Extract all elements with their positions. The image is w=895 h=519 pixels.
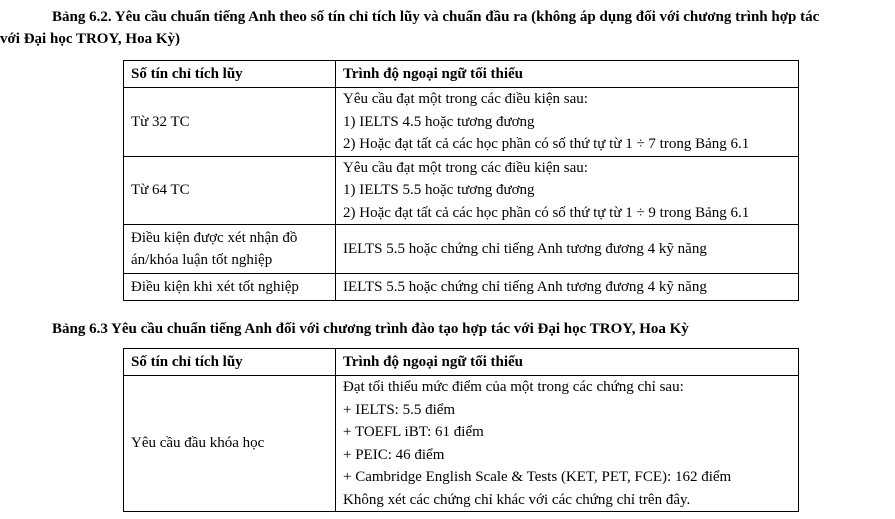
table-header-row bbox=[124, 349, 799, 376]
table-6-2-caption bbox=[0, 6, 895, 50]
requirement-line: 1) IELTS 5.5 hoặc tương đương bbox=[343, 182, 535, 198]
header-language-level: Trình độ ngoại ngữ tối thiểu bbox=[336, 61, 799, 88]
requirement-cell: IELTS 5.5 hoặc chứng chỉ tiếng Anh tương đương 4 kỹ năng bbox=[336, 274, 799, 301]
requirement-line: Không xét các chứng chỉ khác với các chứng chỉ trên đây. bbox=[343, 491, 691, 508]
credits-cell: Từ 32 TC bbox=[124, 88, 336, 157]
requirement-line: Đạt tối thiểu mức điểm của một trong các chứng chỉ sau: bbox=[343, 379, 684, 395]
table-row bbox=[124, 156, 799, 225]
requirement-line: 2) Hoặc đạt tất cả các học phần có số thứ tự từ 1 ÷ 7 trong Bảng 6.1 bbox=[343, 136, 750, 152]
table-row bbox=[124, 376, 799, 512]
requirement-line: + PEIC: 46 điểm bbox=[343, 446, 445, 463]
table-row bbox=[124, 88, 799, 157]
header-credits: Số tín chỉ tích lũy bbox=[124, 61, 336, 88]
table-row bbox=[124, 225, 799, 274]
table-6-2 bbox=[123, 60, 799, 301]
credits-cell: Từ 64 TC bbox=[124, 156, 336, 225]
table-row bbox=[124, 274, 799, 301]
caption-line: Bảng 6.2. Yêu cầu chuẩn tiếng Anh theo số tín chỉ tích lũy và chuẩn đầu ra (không áp dụng đối với chương trình hợp tác bbox=[52, 9, 820, 25]
header-credits: Số tín chỉ tích lũy bbox=[124, 349, 336, 376]
header-language-level: Trình độ ngoại ngữ tối thiểu bbox=[336, 349, 799, 376]
table-6-3 bbox=[123, 348, 799, 512]
requirement-cell bbox=[336, 376, 799, 512]
credits-cell: Yêu cầu đầu khóa học bbox=[124, 376, 336, 512]
requirement-cell bbox=[336, 156, 799, 225]
credits-cell: Điều kiện khi xét tốt nghiệp bbox=[124, 274, 336, 301]
requirement-line: Yêu cầu đạt một trong các điều kiện sau: bbox=[343, 91, 588, 107]
credits-line: án/khóa luận tốt nghiệp bbox=[131, 252, 273, 268]
requirement-line: + TOEFL iBT: 61 điểm bbox=[343, 424, 484, 440]
credits-line: Điều kiện được xét nhận đồ bbox=[131, 229, 298, 246]
requirement-line: + IELTS: 5.5 điểm bbox=[343, 401, 456, 418]
caption-line: với Đại học TROY, Hoa Kỳ) bbox=[0, 31, 180, 47]
requirement-line: 1) IELTS 4.5 hoặc tương đương bbox=[343, 113, 535, 130]
requirement-line: + Cambridge English Scale & Tests (KET, PET, FCE): 162 điểm bbox=[343, 469, 732, 485]
requirement-cell bbox=[336, 88, 799, 157]
requirement-cell: IELTS 5.5 hoặc chứng chỉ tiếng Anh tương đương 4 kỹ năng bbox=[336, 225, 799, 274]
credits-cell bbox=[124, 225, 336, 274]
requirement-line: 2) Hoặc đạt tất cả các học phần có số thứ tự từ 1 ÷ 9 trong Bảng 6.1 bbox=[343, 204, 750, 221]
table-header-row bbox=[124, 61, 799, 88]
requirement-line: Yêu cầu đạt một trong các điều kiện sau: bbox=[343, 159, 588, 176]
table-6-3-caption: Bảng 6.3 Yêu cầu chuẩn tiếng Anh đối với chương trình đào tạo hợp tác với Đại học TROY, Hoa Kỳ bbox=[52, 321, 689, 337]
